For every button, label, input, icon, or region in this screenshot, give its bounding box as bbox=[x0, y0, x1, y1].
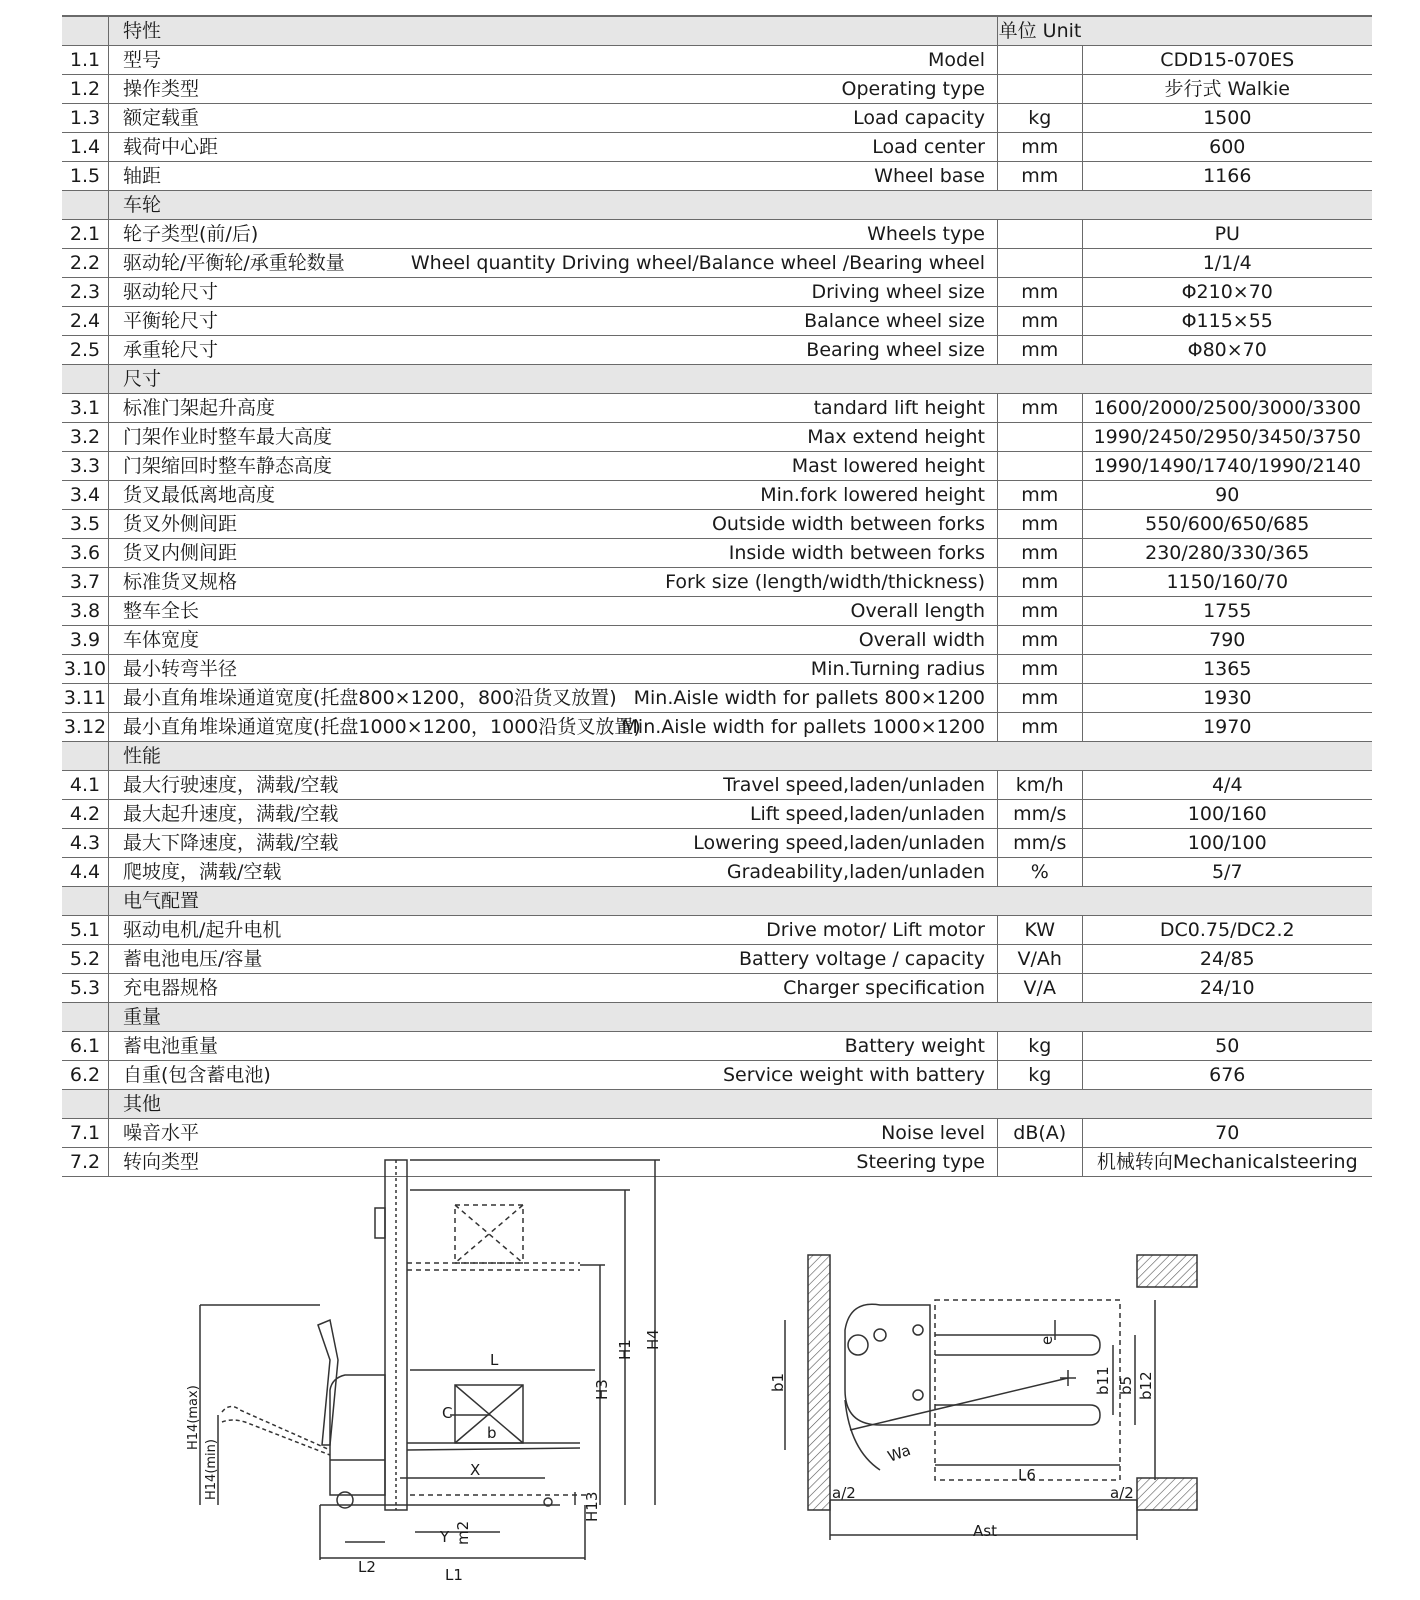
row-label-chinese: 最大起升速度，满载/空载 bbox=[109, 800, 354, 829]
row-unit: mm bbox=[998, 713, 1083, 742]
row-unit: mm bbox=[998, 336, 1083, 365]
row-number: 6.1 bbox=[62, 1032, 109, 1061]
row-unit: mm bbox=[998, 394, 1083, 423]
row-label-english: Load capacity bbox=[353, 104, 998, 133]
row-label-chinese: 驱动轮尺寸 bbox=[109, 278, 354, 307]
row-label-chinese: 最小转弯半径 bbox=[109, 655, 354, 684]
row-value: 1930 bbox=[1082, 684, 1372, 713]
row-label-english: Driving wheel size bbox=[353, 278, 998, 307]
row-label-english: Min.Turning radius bbox=[353, 655, 998, 684]
row-unit: kg bbox=[998, 1061, 1083, 1090]
section-title: 尺寸 bbox=[109, 365, 1373, 394]
table-row bbox=[62, 162, 1372, 191]
row-label-chinese: 整车全长 bbox=[109, 597, 354, 626]
section-row bbox=[62, 191, 1372, 220]
row-value: 1600/2000/2500/3000/3300 bbox=[1082, 394, 1372, 423]
row-number: 3.10 bbox=[62, 655, 109, 684]
row-value: CDD15-070ES bbox=[1082, 46, 1372, 75]
row-unit: mm bbox=[998, 684, 1083, 713]
row-value: 1970 bbox=[1082, 713, 1372, 742]
row-label-english: Inside width between forks bbox=[353, 539, 998, 568]
row-unit: mm bbox=[998, 539, 1083, 568]
row-number: 3.9 bbox=[62, 626, 109, 655]
row-label-english: Travel speed,laden/unladen bbox=[353, 771, 998, 800]
table-row bbox=[62, 423, 1372, 452]
label-h3: H3 bbox=[593, 1379, 611, 1400]
label-l: L bbox=[490, 1351, 499, 1369]
section-number-cell bbox=[62, 742, 109, 771]
row-label-english: Balance wheel size bbox=[353, 307, 998, 336]
row-value: 1990/2450/2950/3450/3750 bbox=[1082, 423, 1372, 452]
row-number: 3.7 bbox=[62, 568, 109, 597]
row-value: 机械转向Mechanicalsteering bbox=[1082, 1148, 1372, 1177]
row-label-chinese: 货叉最低离地高度 bbox=[109, 481, 354, 510]
table-row bbox=[62, 133, 1372, 162]
row-label-chinese: 型号 bbox=[109, 46, 354, 75]
header-english-cell bbox=[353, 16, 998, 46]
row-value: 50 bbox=[1082, 1032, 1372, 1061]
section-title: 重量 bbox=[109, 1003, 1373, 1032]
label-l1: L1 bbox=[445, 1566, 463, 1584]
pallet-top bbox=[1137, 1255, 1197, 1287]
row-value: 4/4 bbox=[1082, 771, 1372, 800]
truck-body bbox=[330, 1375, 385, 1495]
row-value: 1755 bbox=[1082, 597, 1372, 626]
row-label-english: Load center bbox=[353, 133, 998, 162]
row-value: 5/7 bbox=[1082, 858, 1372, 887]
table-row bbox=[62, 1032, 1372, 1061]
row-label-chinese: 爬坡度，满载/空载 bbox=[109, 858, 354, 887]
row-label-chinese: 充电器规格 bbox=[109, 974, 354, 1003]
row-number: 4.1 bbox=[62, 771, 109, 800]
row-unit bbox=[998, 46, 1083, 75]
row-value: 70 bbox=[1082, 1119, 1372, 1148]
row-label-english: Wheel quantity Driving wheel/Balance wheel /Bearing wheel bbox=[353, 249, 998, 278]
row-unit: % bbox=[998, 858, 1083, 887]
row-label-chinese: 最大行驶速度，满载/空载 bbox=[109, 771, 354, 800]
row-label-chinese: 载荷中心距 bbox=[109, 133, 354, 162]
section-number-cell bbox=[62, 1003, 109, 1032]
label-h14-max: H14(max) bbox=[186, 1385, 201, 1450]
section-number-cell bbox=[62, 1090, 109, 1119]
table-row bbox=[62, 75, 1372, 104]
row-label-english: Service weight with battery bbox=[353, 1061, 998, 1090]
row-value: 1990/1490/1740/1990/2140 bbox=[1082, 452, 1372, 481]
row-number: 2.4 bbox=[62, 307, 109, 336]
table-row bbox=[62, 858, 1372, 887]
label-b5: b5 bbox=[1117, 1375, 1135, 1395]
label-b11: b11 bbox=[1094, 1366, 1112, 1395]
table-row bbox=[62, 916, 1372, 945]
row-unit: V/Ah bbox=[998, 945, 1083, 974]
row-value: 90 bbox=[1082, 481, 1372, 510]
row-number: 2.5 bbox=[62, 336, 109, 365]
row-unit: KW bbox=[998, 916, 1083, 945]
row-unit: mm bbox=[998, 597, 1083, 626]
pallet-bottom bbox=[1137, 1478, 1197, 1510]
row-label-english: Bearing wheel size bbox=[353, 336, 998, 365]
row-label-chinese: 自重(包含蓄电池) bbox=[109, 1061, 354, 1090]
row-label-chinese: 驱动轮/平衡轮/承重轮数量 bbox=[109, 249, 354, 278]
row-number: 3.1 bbox=[62, 394, 109, 423]
row-value: 1/1/4 bbox=[1082, 249, 1372, 278]
row-value: 100/100 bbox=[1082, 829, 1372, 858]
label-m2: m2 bbox=[454, 1520, 472, 1545]
label-b12: b12 bbox=[1137, 1371, 1155, 1400]
label-ast: Ast bbox=[973, 1522, 997, 1540]
table-row bbox=[62, 945, 1372, 974]
row-value: 24/85 bbox=[1082, 945, 1372, 974]
table-row bbox=[62, 626, 1372, 655]
row-label-english: Gradeability,laden/unladen bbox=[353, 858, 998, 887]
row-label-chinese: 噪音水平 bbox=[109, 1119, 354, 1148]
row-unit: dB(A) bbox=[998, 1119, 1083, 1148]
table-row bbox=[62, 800, 1372, 829]
table-row bbox=[62, 539, 1372, 568]
row-label-chinese: 蓄电池重量 bbox=[109, 1032, 354, 1061]
mast-cylinder bbox=[375, 1208, 385, 1238]
row-value: 550/600/650/685 bbox=[1082, 510, 1372, 539]
row-unit bbox=[998, 423, 1083, 452]
header-unit: 单位 Unit bbox=[998, 16, 1083, 46]
table-row bbox=[62, 568, 1372, 597]
row-value: 790 bbox=[1082, 626, 1372, 655]
row-label-chinese: 承重轮尺寸 bbox=[109, 336, 354, 365]
row-number: 2.1 bbox=[62, 220, 109, 249]
row-label-english: Lift speed,laden/unladen bbox=[353, 800, 998, 829]
row-label-english: Overall length bbox=[353, 597, 998, 626]
row-value: Φ80×70 bbox=[1082, 336, 1372, 365]
label-h14-min: H14(min) bbox=[204, 1439, 219, 1500]
technical-drawings bbox=[0, 1160, 1420, 1600]
table-row bbox=[62, 829, 1372, 858]
row-number: 3.4 bbox=[62, 481, 109, 510]
row-unit bbox=[998, 75, 1083, 104]
row-label-chinese: 门架缩回时整车静态高度 bbox=[109, 452, 354, 481]
fork-upper bbox=[935, 1335, 1100, 1355]
row-label-english: Wheels type bbox=[353, 220, 998, 249]
table-row bbox=[62, 220, 1372, 249]
section-row bbox=[62, 742, 1372, 771]
table-row bbox=[62, 771, 1372, 800]
row-value: 600 bbox=[1082, 133, 1372, 162]
row-number: 4.3 bbox=[62, 829, 109, 858]
table-row bbox=[62, 278, 1372, 307]
section-title: 车轮 bbox=[109, 191, 1373, 220]
row-value: 676 bbox=[1082, 1061, 1372, 1090]
row-unit: mm/s bbox=[998, 800, 1083, 829]
row-unit: mm bbox=[998, 568, 1083, 597]
row-label-english: Wheel base bbox=[353, 162, 998, 191]
table-row bbox=[62, 481, 1372, 510]
label-l2: L2 bbox=[358, 1558, 376, 1576]
row-number: 1.3 bbox=[62, 104, 109, 133]
row-unit: mm bbox=[998, 307, 1083, 336]
row-label-chinese: 额定载重 bbox=[109, 104, 354, 133]
row-label-chinese: 轴距 bbox=[109, 162, 354, 191]
row-value: 1166 bbox=[1082, 162, 1372, 191]
row-number: 3.12 bbox=[62, 713, 109, 742]
row-label-chinese: 货叉内侧间距 bbox=[109, 539, 354, 568]
row-unit: mm bbox=[998, 510, 1083, 539]
row-label-chinese: 货叉外侧间距 bbox=[109, 510, 354, 539]
header-feature: 特性 bbox=[109, 16, 354, 46]
wall-left bbox=[808, 1255, 830, 1510]
table-row bbox=[62, 974, 1372, 1003]
row-unit bbox=[998, 220, 1083, 249]
row-label-chinese: 最小直角堆垛通道宽度(托盘800×1200，800沿货叉放置) bbox=[109, 684, 354, 713]
row-value: Φ210×70 bbox=[1082, 278, 1372, 307]
row-label-chinese: 驱动电机/起升电机 bbox=[109, 916, 354, 945]
table-row bbox=[62, 1061, 1372, 1090]
row-number: 1.1 bbox=[62, 46, 109, 75]
row-label-chinese: 门架作业时整车最大高度 bbox=[109, 423, 354, 452]
row-value: 1150/160/70 bbox=[1082, 568, 1372, 597]
row-label-english: Battery weight bbox=[353, 1032, 998, 1061]
row-label-english: tandard lift height bbox=[353, 394, 998, 423]
row-value: 24/10 bbox=[1082, 974, 1372, 1003]
row-value: 1500 bbox=[1082, 104, 1372, 133]
row-value: 1365 bbox=[1082, 655, 1372, 684]
fork-lower bbox=[935, 1405, 1100, 1425]
side-view-labels bbox=[186, 1329, 662, 1584]
header-number-cell bbox=[62, 16, 109, 46]
label-h4: H4 bbox=[644, 1329, 662, 1350]
label-b1: b1 bbox=[769, 1372, 787, 1392]
row-number: 1.4 bbox=[62, 133, 109, 162]
row-number: 3.3 bbox=[62, 452, 109, 481]
header-value-cell bbox=[1082, 16, 1372, 46]
row-label-english: Outside width between forks bbox=[353, 510, 998, 539]
label-x: X bbox=[470, 1461, 481, 1479]
row-label-english: Min.Aisle width for pallets 1000×1200 bbox=[353, 713, 998, 742]
row-unit: kg bbox=[998, 1032, 1083, 1061]
row-value: 100/160 bbox=[1082, 800, 1372, 829]
label-h13: H13 bbox=[583, 1491, 601, 1522]
row-label-chinese: 操作类型 bbox=[109, 75, 354, 104]
section-title: 其他 bbox=[109, 1090, 1373, 1119]
row-label-english: Fork size (length/width/thickness) bbox=[353, 568, 998, 597]
table-row bbox=[62, 249, 1372, 278]
row-unit: kg bbox=[998, 104, 1083, 133]
row-number: 5.2 bbox=[62, 945, 109, 974]
row-label-english: Min.Aisle width for pallets 800×1200 bbox=[353, 684, 998, 713]
section-row bbox=[62, 365, 1372, 394]
table-row bbox=[62, 452, 1372, 481]
label-e: e bbox=[1038, 1335, 1056, 1345]
section-title: 电气配置 bbox=[109, 887, 1373, 916]
row-unit: mm bbox=[998, 655, 1083, 684]
row-number: 7.1 bbox=[62, 1119, 109, 1148]
table-row bbox=[62, 46, 1372, 75]
label-b: b bbox=[487, 1424, 497, 1442]
row-number: 3.2 bbox=[62, 423, 109, 452]
row-value: DC0.75/DC2.2 bbox=[1082, 916, 1372, 945]
section-row bbox=[62, 1090, 1372, 1119]
row-label-english: Battery voltage / capacity bbox=[353, 945, 998, 974]
row-label-english: Overall width bbox=[353, 626, 998, 655]
table-row bbox=[62, 510, 1372, 539]
row-label-chinese: 车体宽度 bbox=[109, 626, 354, 655]
label-a2-right: a/2 bbox=[1110, 1484, 1134, 1502]
row-label-english: Mast lowered height bbox=[353, 452, 998, 481]
row-unit: mm bbox=[998, 133, 1083, 162]
row-number: 4.2 bbox=[62, 800, 109, 829]
row-unit: mm bbox=[998, 162, 1083, 191]
row-value: 230/280/330/365 bbox=[1082, 539, 1372, 568]
table-row bbox=[62, 394, 1372, 423]
row-unit: mm bbox=[998, 278, 1083, 307]
table-row bbox=[62, 336, 1372, 365]
row-label-chinese: 平衡轮尺寸 bbox=[109, 307, 354, 336]
row-label-english: Max extend height bbox=[353, 423, 998, 452]
row-number: 5.3 bbox=[62, 974, 109, 1003]
spec-table bbox=[62, 15, 1372, 1177]
row-number: 3.6 bbox=[62, 539, 109, 568]
row-number: 3.8 bbox=[62, 597, 109, 626]
section-number-cell bbox=[62, 887, 109, 916]
row-label-chinese: 标准门架起升高度 bbox=[109, 394, 354, 423]
section-title: 性能 bbox=[109, 742, 1373, 771]
row-number: 1.2 bbox=[62, 75, 109, 104]
row-number: 1.5 bbox=[62, 162, 109, 191]
row-label-chinese: 轮子类型(前/后) bbox=[109, 220, 354, 249]
row-value: 步行式 Walkie bbox=[1082, 75, 1372, 104]
row-label-chinese: 转向类型 bbox=[109, 1148, 354, 1177]
pallet-outline bbox=[935, 1300, 1120, 1480]
row-number: 3.5 bbox=[62, 510, 109, 539]
label-y: Y bbox=[440, 1528, 450, 1546]
section-number-cell bbox=[62, 365, 109, 394]
row-unit bbox=[998, 452, 1083, 481]
row-label-english: Steering type bbox=[353, 1148, 998, 1177]
label-l6: L6 bbox=[1018, 1466, 1036, 1484]
row-number: 5.1 bbox=[62, 916, 109, 945]
label-wa: Wa bbox=[885, 1440, 914, 1466]
row-label-chinese: 最大下降速度，满载/空载 bbox=[109, 829, 354, 858]
label-c: C bbox=[442, 1404, 453, 1422]
table-row bbox=[62, 684, 1372, 713]
table-row bbox=[62, 713, 1372, 742]
row-number: 6.2 bbox=[62, 1061, 109, 1090]
table-header-row bbox=[62, 16, 1372, 46]
section-row bbox=[62, 887, 1372, 916]
row-number: 7.2 bbox=[62, 1148, 109, 1177]
label-a2-left: a/2 bbox=[832, 1484, 856, 1502]
row-label-english: Lowering speed,laden/unladen bbox=[353, 829, 998, 858]
row-label-english: Min.fork lowered height bbox=[353, 481, 998, 510]
row-label-chinese: 蓄电池电压/容量 bbox=[109, 945, 354, 974]
table-row bbox=[62, 307, 1372, 336]
row-unit: mm bbox=[998, 481, 1083, 510]
row-label-english: Charger specification bbox=[353, 974, 998, 1003]
truck-top-body bbox=[845, 1304, 930, 1425]
row-unit: V/A bbox=[998, 974, 1083, 1003]
turning-radius-line bbox=[850, 1378, 1068, 1430]
table-row bbox=[62, 104, 1372, 133]
row-label-english: Noise level bbox=[353, 1119, 998, 1148]
row-unit: mm/s bbox=[998, 829, 1083, 858]
section-number-cell bbox=[62, 191, 109, 220]
row-number: 4.4 bbox=[62, 858, 109, 887]
row-label-english: Operating type bbox=[353, 75, 998, 104]
row-number: 3.11 bbox=[62, 684, 109, 713]
label-h1: H1 bbox=[616, 1339, 634, 1360]
row-label-chinese: 标准货叉规格 bbox=[109, 568, 354, 597]
row-unit: mm bbox=[998, 626, 1083, 655]
row-label-english: Model bbox=[353, 46, 998, 75]
row-unit bbox=[998, 249, 1083, 278]
row-label-chinese: 最小直角堆垛通道宽度(托盘1000×1200，1000沿货叉放置) bbox=[109, 713, 354, 742]
table-row bbox=[62, 597, 1372, 626]
tiller bbox=[318, 1320, 338, 1445]
row-number: 2.3 bbox=[62, 278, 109, 307]
row-number: 2.2 bbox=[62, 249, 109, 278]
row-unit: km/h bbox=[998, 771, 1083, 800]
section-row bbox=[62, 1003, 1372, 1032]
table-row bbox=[62, 655, 1372, 684]
row-label-english: Drive motor/ Lift motor bbox=[353, 916, 998, 945]
row-value: PU bbox=[1082, 220, 1372, 249]
table-row bbox=[62, 1119, 1372, 1148]
row-value: Φ115×55 bbox=[1082, 307, 1372, 336]
